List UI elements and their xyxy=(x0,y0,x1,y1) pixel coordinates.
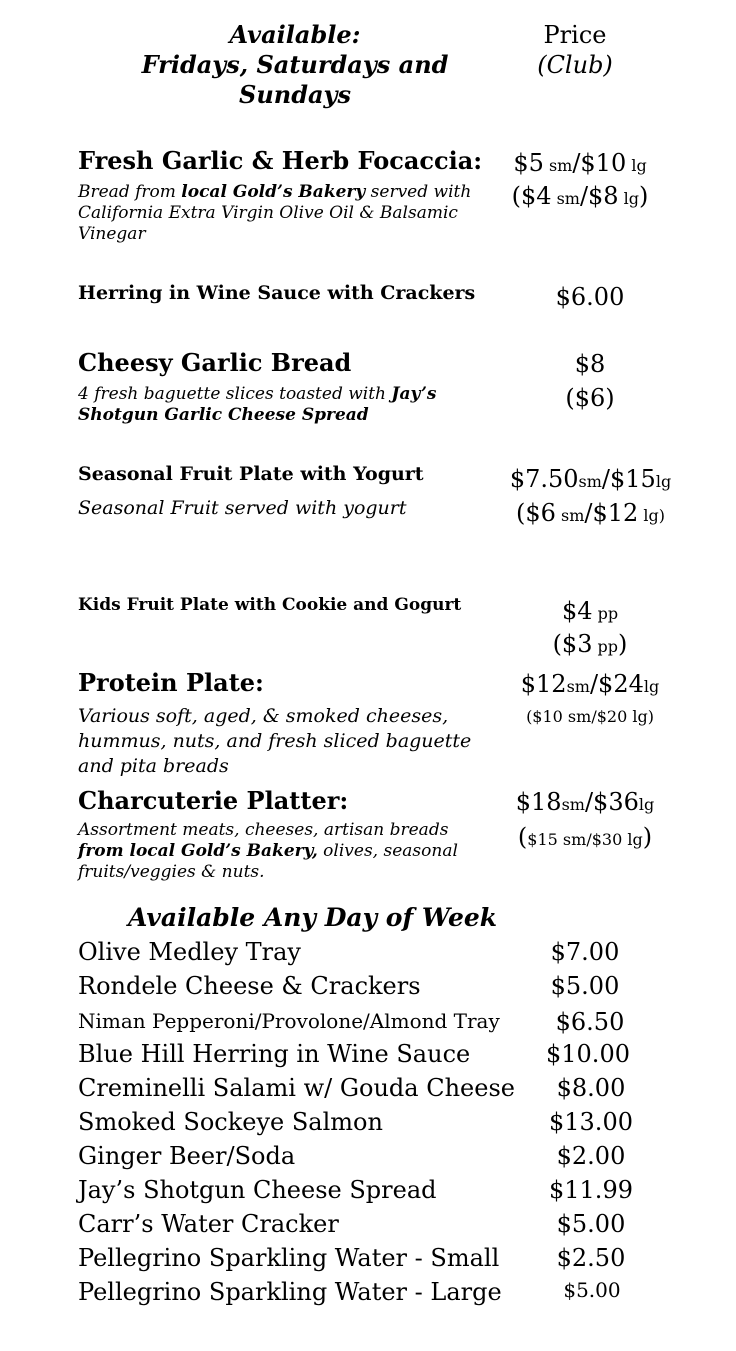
list-item xyxy=(78,1142,678,1176)
menu-item-price: $6.00 xyxy=(555,283,625,311)
list-item-price: $7.00 xyxy=(550,938,620,966)
list-item xyxy=(78,1210,678,1244)
list-item-name: Ginger Beer/Soda xyxy=(78,1142,296,1170)
any-day-heading: Available Any Day of Week xyxy=(128,903,498,932)
menu-item-title: Fresh Garlic & Herb Focaccia: xyxy=(78,146,483,175)
availability-days-line2: Sundays xyxy=(238,80,352,109)
menu-item-club-price: ($4 sm/$8 lg) xyxy=(511,182,649,210)
list-item-name: Pellegrino Sparkling Water - Small xyxy=(78,1244,500,1272)
menu-item-title: Herring in Wine Sauce with Crackers xyxy=(78,282,476,304)
menu-item-price: $12sm/$24lg xyxy=(520,670,660,698)
menu-item-club-price: ($6 sm/$12 lg) xyxy=(516,499,665,527)
menu-item-title: Charcuterie Platter: xyxy=(78,786,349,815)
menu-item-club-price: ($3 pp) xyxy=(552,630,628,658)
list-item xyxy=(78,1244,678,1278)
list-item-name: Blue Hill Herring in Wine Sauce xyxy=(78,1040,471,1068)
list-item-name: Niman Pepperoni/Provolone/Almond Tray xyxy=(78,1009,500,1033)
availability-label: Available: xyxy=(229,20,361,49)
list-item-price: $11.99 xyxy=(549,1176,633,1204)
menu-item-club-price: ($10 sm/$20 lg) xyxy=(526,707,654,726)
menu-item-description: Assortment meats, cheeses, artisan breads from local Gold’s Bakery, olives, seasonal fruits/veggies & nuts. xyxy=(78,820,458,882)
menu-item-club-price: ($15 sm/$30 lg) xyxy=(517,823,653,851)
menu-item-description: 4 fresh baguette slices toasted with Jay’s Shotgun Garlic Cheese Spread xyxy=(78,384,437,425)
list-item-name: Smoked Sockeye Salmon xyxy=(78,1108,383,1136)
list-item xyxy=(78,972,678,1006)
list-item-price: $2.00 xyxy=(556,1142,626,1170)
availability-header xyxy=(95,20,495,110)
menu-item-title: Cheesy Garlic Bread xyxy=(78,348,352,377)
price-label: Price xyxy=(543,21,607,49)
price-column-header xyxy=(505,20,645,80)
menu-item-price: $18sm/$36lg xyxy=(515,788,655,816)
menu-item-description: Bread from local Gold’s Bakery served with California Extra Virgin Olive Oil & Balsamic Vinegar xyxy=(78,182,472,244)
menu-item-price: $7.50sm/$15lg xyxy=(509,465,672,493)
menu-item-club-price: ($6) xyxy=(565,384,615,412)
list-item-price: $8.00 xyxy=(556,1074,626,1102)
club-label: (Club) xyxy=(537,51,613,79)
menu-item-price: $4 pp xyxy=(561,597,619,625)
menu-item-title: Kids Fruit Plate with Cookie and Gogurt xyxy=(78,595,462,615)
list-item xyxy=(78,1108,678,1142)
list-item-name: Carr’s Water Cracker xyxy=(78,1210,339,1238)
list-item xyxy=(78,1040,678,1074)
menu-item-title: Protein Plate: xyxy=(78,668,264,697)
list-item-price: $10.00 xyxy=(546,1040,630,1068)
any-day-list xyxy=(78,938,678,1312)
menu-item-description: Seasonal Fruit served with yogurt xyxy=(78,497,407,519)
availability-days-line1: Fridays, Saturdays and xyxy=(141,50,449,79)
list-item-price: $6.50 xyxy=(555,1008,625,1036)
list-item-price: $5.00 xyxy=(563,1278,621,1302)
list-item-name: Rondele Cheese & Crackers xyxy=(78,972,421,1000)
list-item-name: Jay’s Shotgun Cheese Spread xyxy=(78,1176,437,1204)
menu-item-description: Various soft, aged, & smoked cheeses, hummus, nuts, and fresh sliced baguette and pita breads xyxy=(78,705,472,777)
list-item xyxy=(78,1176,678,1210)
menu-item-price: $5 sm/$10 lg xyxy=(513,149,647,177)
list-item-price: $2.50 xyxy=(556,1244,626,1272)
list-item-name: Olive Medley Tray xyxy=(78,938,301,966)
list-item-name: Creminelli Salami w/ Gouda Cheese xyxy=(78,1074,515,1102)
menu-item-title: Seasonal Fruit Plate with Yogurt xyxy=(78,463,424,485)
list-item xyxy=(78,1278,678,1312)
list-item-name: Pellegrino Sparkling Water - Large xyxy=(78,1278,502,1306)
menu-item-price: $8 xyxy=(574,350,606,378)
list-item-price: $5.00 xyxy=(556,1210,626,1238)
list-item-price: $5.00 xyxy=(550,972,620,1000)
list-item xyxy=(78,938,678,972)
list-item xyxy=(78,1074,678,1108)
list-item-price: $13.00 xyxy=(549,1108,633,1136)
list-item xyxy=(78,1006,678,1040)
